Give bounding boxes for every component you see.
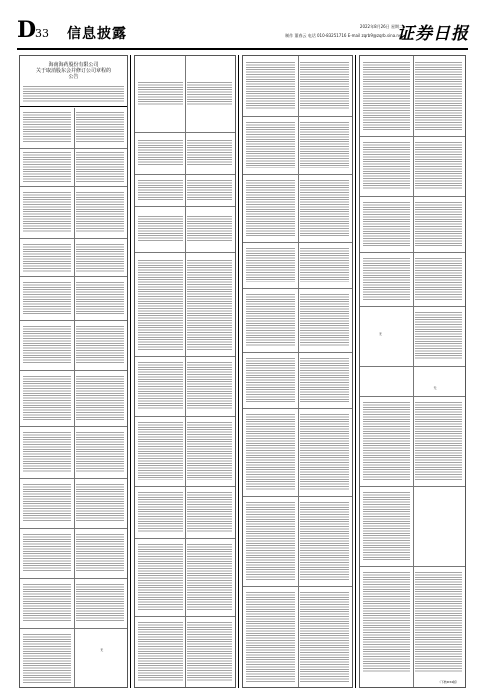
row-rule [135,416,235,417]
row-text [138,422,183,480]
row-text [76,584,124,622]
section-title: 信息披露 [67,26,127,42]
row-text [363,62,410,130]
row-rule [135,206,235,207]
row-text [363,142,410,190]
row-text [363,572,410,672]
row-text [23,484,71,522]
row-text [300,248,349,282]
row-text [415,402,462,480]
row-rule [360,366,465,367]
row-text [187,180,232,200]
row-text [23,244,71,272]
row-text [415,572,462,672]
column-split [74,108,75,687]
row-text [300,294,349,346]
row-text [23,326,71,364]
row-text [187,140,232,166]
row-text [138,362,183,410]
row-text [246,502,295,580]
row-text [415,62,462,130]
row-text [23,534,71,572]
page-letter: D [17,17,37,43]
row-text [187,622,232,682]
row-rule [20,148,127,149]
row-text: 无 [378,332,382,336]
row-rule [20,276,127,277]
row-rule [20,426,127,427]
row-text [246,592,295,682]
row-text [300,62,349,110]
row-text [76,432,124,472]
newspaper-logo: 证券日报 [397,24,469,44]
row-rule [360,566,465,567]
row-text [363,202,410,246]
row-text [187,82,232,106]
page-number: 33 [35,27,49,40]
row-rule [243,242,352,243]
masthead [17,16,469,46]
row-rule [360,136,465,137]
row-text [246,62,295,110]
intro-text [23,86,124,102]
row-text [187,544,232,610]
row-rule [135,174,235,175]
row-text [187,216,232,242]
row-rule [243,496,352,497]
row-text [76,376,124,420]
row-text [300,122,349,168]
masthead-rule [17,48,468,50]
row-text [138,82,183,106]
row-text [363,402,410,480]
row-rule [360,486,465,487]
row-text [23,376,71,420]
row-text [23,192,71,232]
row-text [76,534,124,572]
row-text [300,180,349,236]
announcement-title [24,62,123,80]
row-text [76,112,124,142]
row-text [246,294,295,346]
row-rule [20,578,127,579]
row-rule [135,132,235,133]
row-rule [20,628,127,629]
continuation-note: （下转D34版） [437,680,459,684]
title-line-1: 关于取消股东会并修订公司章程的 [35,68,111,74]
row-rule [20,528,127,529]
row-text [415,258,462,300]
row-rule [135,616,235,617]
column-3-frame [242,55,353,688]
column-split [298,56,299,687]
row-rule [360,396,465,397]
row-rule [20,370,127,371]
row-text [187,422,232,480]
column-1 [17,55,131,688]
row-text [415,312,462,360]
row-rule [360,252,465,253]
issue-date: 2022年8月26日 星期二 [359,24,403,29]
row-text [138,492,183,532]
row-text [76,152,124,182]
column-2 [132,55,239,688]
row-rule [360,196,465,197]
row-text [23,112,71,142]
column-split [413,56,414,687]
row-rule [243,174,352,175]
row-text [187,260,232,350]
row-text [138,622,183,682]
row-text [246,414,295,490]
row-text: 无 [433,386,437,390]
announcement-frame [19,55,128,688]
row-rule [243,352,352,353]
row-rule [243,586,352,587]
row-text [300,358,349,402]
row-rule [135,356,235,357]
row-text [76,326,124,364]
company-name: 海南海药股份有限公司 [48,62,99,68]
row-text [363,492,410,560]
row-text [300,414,349,490]
editor-contact-line: 制作 董春云 电话 010-83251716 E-mail zqrb9@zqrb.sina.net [285,33,403,38]
row-rule [360,306,465,307]
row-rule [135,252,235,253]
row-text [23,432,71,472]
column-3 [240,55,356,688]
row-rule [20,238,127,239]
column-2-frame [134,55,236,688]
title-line-2: 公告 [68,74,79,80]
row-text [187,362,232,410]
column-4 [357,55,468,688]
row-text [76,484,124,522]
row-text [23,584,71,622]
row-text [246,180,295,236]
table-body [20,108,127,687]
row-text [23,282,71,314]
row-text [300,502,349,580]
row-text [415,142,462,190]
row-text [363,258,410,300]
row-rule [243,408,352,409]
row-rule [20,186,127,187]
row-text [76,244,124,272]
column-split [185,56,186,687]
row-text [138,216,183,242]
row-text [138,260,183,350]
row-text [415,202,462,246]
row-rule [243,116,352,117]
row-text [246,122,295,168]
row-rule [135,538,235,539]
table-header-rule [20,106,127,107]
row-text [246,248,295,282]
row-rule [20,478,127,479]
row-text: 无 [100,648,104,652]
row-text [300,592,349,682]
row-text [187,492,232,532]
row-text [138,180,183,200]
row-text [76,192,124,232]
row-rule [20,320,127,321]
page-body [17,55,468,688]
row-text [76,282,124,314]
row-text [138,140,183,166]
row-text [23,634,71,684]
row-rule [243,288,352,289]
row-text [246,358,295,402]
column-4-frame [359,55,466,688]
row-rule [135,486,235,487]
row-text [23,152,71,182]
row-text [138,544,183,610]
